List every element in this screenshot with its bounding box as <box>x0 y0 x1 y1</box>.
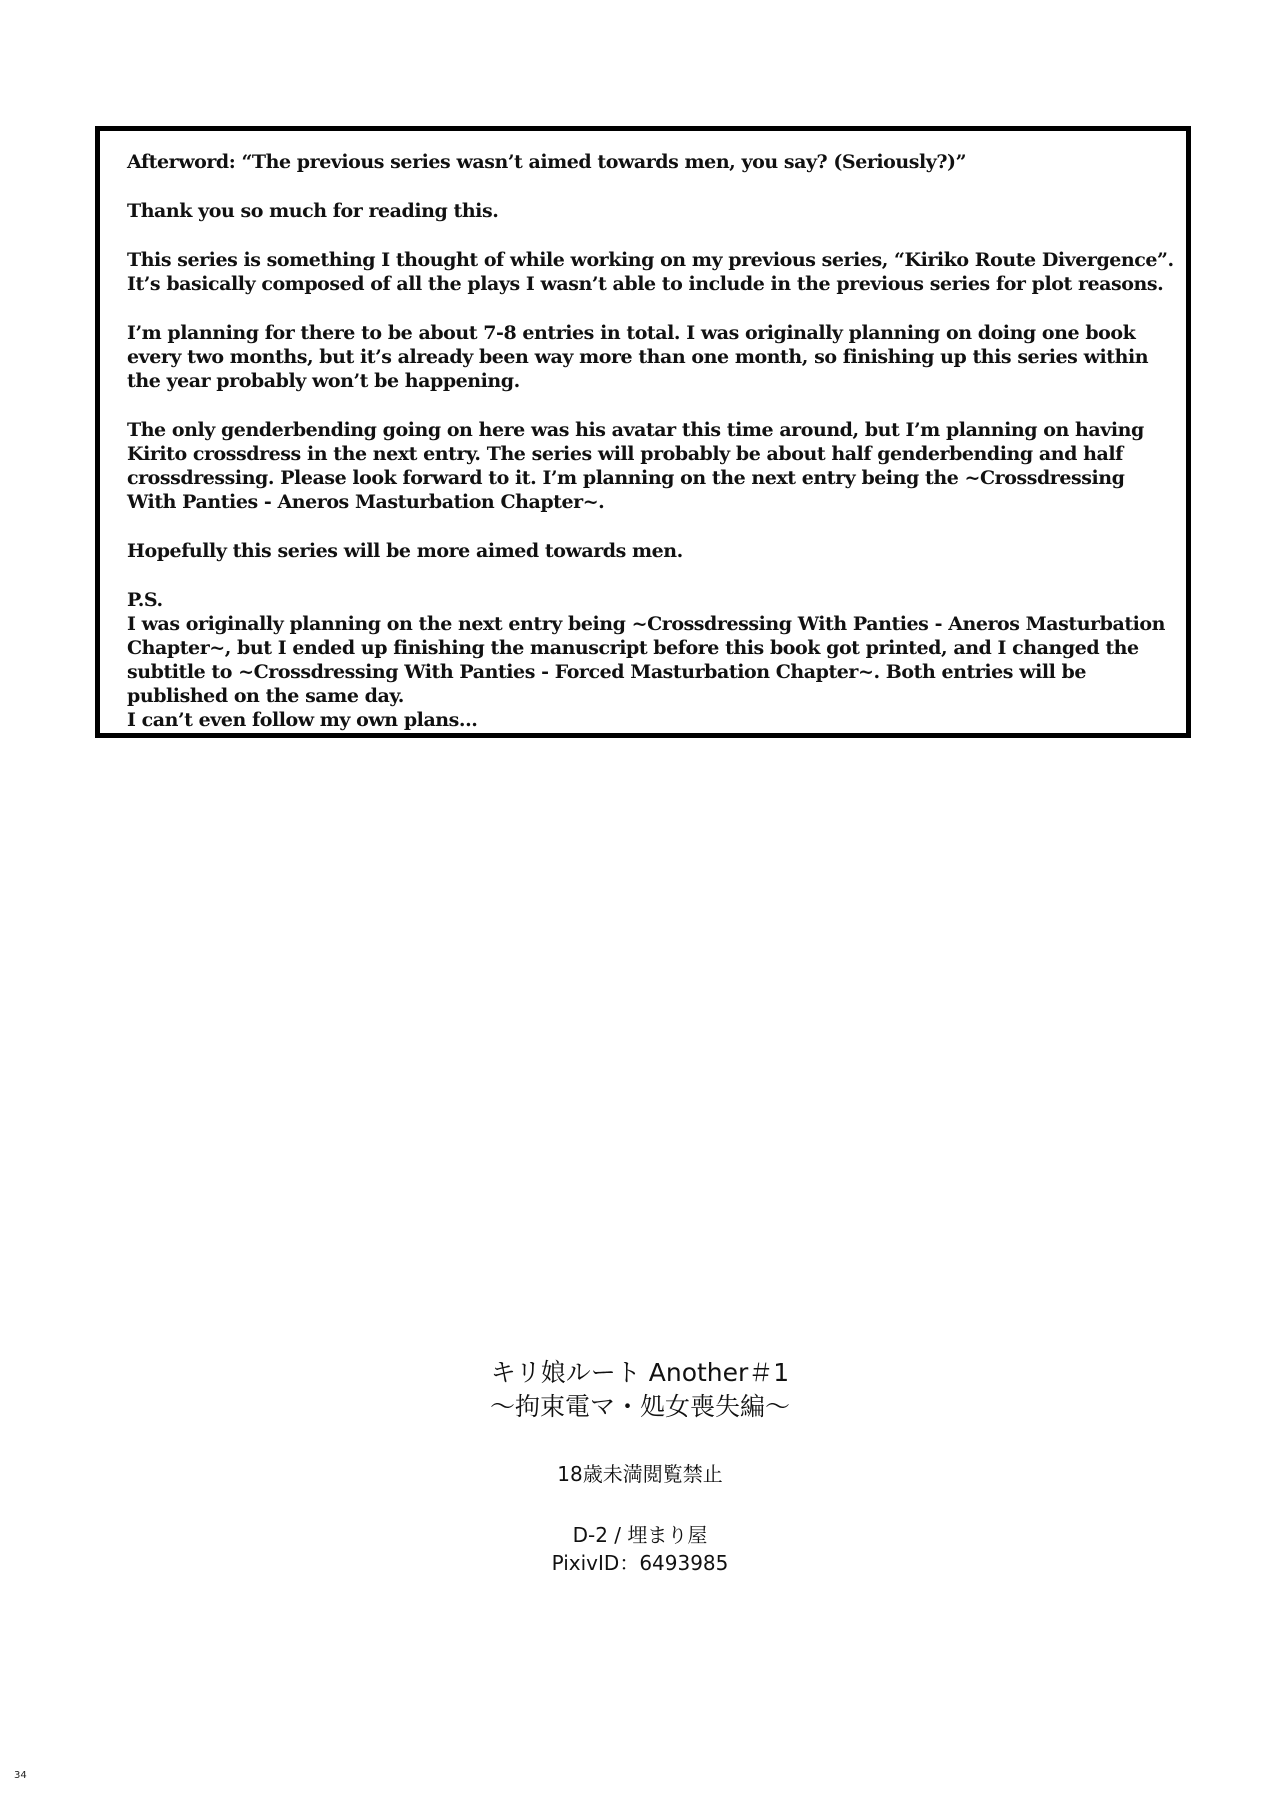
afterword-text-line: It’s basically composed of all the plays I wasn’t able to include in the previous series for plot reasons. <box>127 273 1164 295</box>
pixiv-id: PixivID：6493985 <box>551 1551 729 1575</box>
age-rating-notice: 18歳未満閲覧禁止 <box>557 1462 723 1486</box>
afterword-box <box>95 126 1191 738</box>
circle-name: D-2 / 埋まり屋 <box>572 1523 708 1547</box>
afterword-origin-paragraph <box>127 248 1174 296</box>
afterword-plan-paragraph <box>127 321 1162 393</box>
afterword-hope: Hopefully this series will be more aimed towards men. <box>127 540 683 562</box>
page-number: 34 <box>14 1770 27 1781</box>
afterword-text-line: subtitle to ~Crossdressing With Panties - Forced Masturbation Chapter~. Both entries will be <box>127 661 1087 683</box>
colophon-title-block <box>0 1356 1280 1424</box>
afterword-text-line: published on the same day. <box>127 685 404 707</box>
afterword-ps-label: P.S. <box>127 589 163 611</box>
author-credits <box>0 1521 1280 1577</box>
afterword-text-line: every two months, but it’s already been way more than one month, so finishing up this series within <box>127 346 1149 368</box>
afterword-text-line: This series is something I thought of while working on my previous series, “Kiriko Route Divergence”. <box>127 249 1174 271</box>
afterword-text-line: The only genderbending going on here was his avatar this time around, but I’m planning on having <box>127 419 1144 441</box>
afterword-text-line: Kirito crossdress in the next entry. The series will probably be about half genderbending and half <box>127 443 1123 465</box>
afterword-text-line: crossdressing. Please look forward to it. I’m planning on the next entry being the ~Crossdressing <box>127 467 1125 489</box>
afterword-heading: Afterword: “The previous series wasn’t aimed towards men, you say? (Seriously?)” <box>127 151 967 173</box>
afterword-thanks: Thank you so much for reading this. <box>127 200 499 222</box>
afterword-text-line: I can’t even follow my own plans... <box>127 709 478 731</box>
afterword-ps-paragraph <box>127 588 1165 732</box>
book-title: キリ娘ルート Another＃1 <box>490 1358 790 1387</box>
afterword-text-line: I’m planning for there to be about 7-8 entries in total. I was originally planning on doing one book <box>127 322 1136 344</box>
afterword-text-line: I was originally planning on the next entry being ~Crossdressing With Panties - Aneros Masturbation <box>127 613 1165 635</box>
afterword-text-line: the year probably won’t be happening. <box>127 370 520 392</box>
afterword-genderbending-paragraph <box>127 418 1162 514</box>
afterword-text-line: Chapter~, but I ended up finishing the manuscript before this book got printed, and I changed the <box>127 637 1139 659</box>
afterword-text-line: With Panties - Aneros Masturbation Chapter~. <box>127 491 605 513</box>
book-subtitle: 〜拘束電マ・処女喪失編〜 <box>489 1392 790 1421</box>
